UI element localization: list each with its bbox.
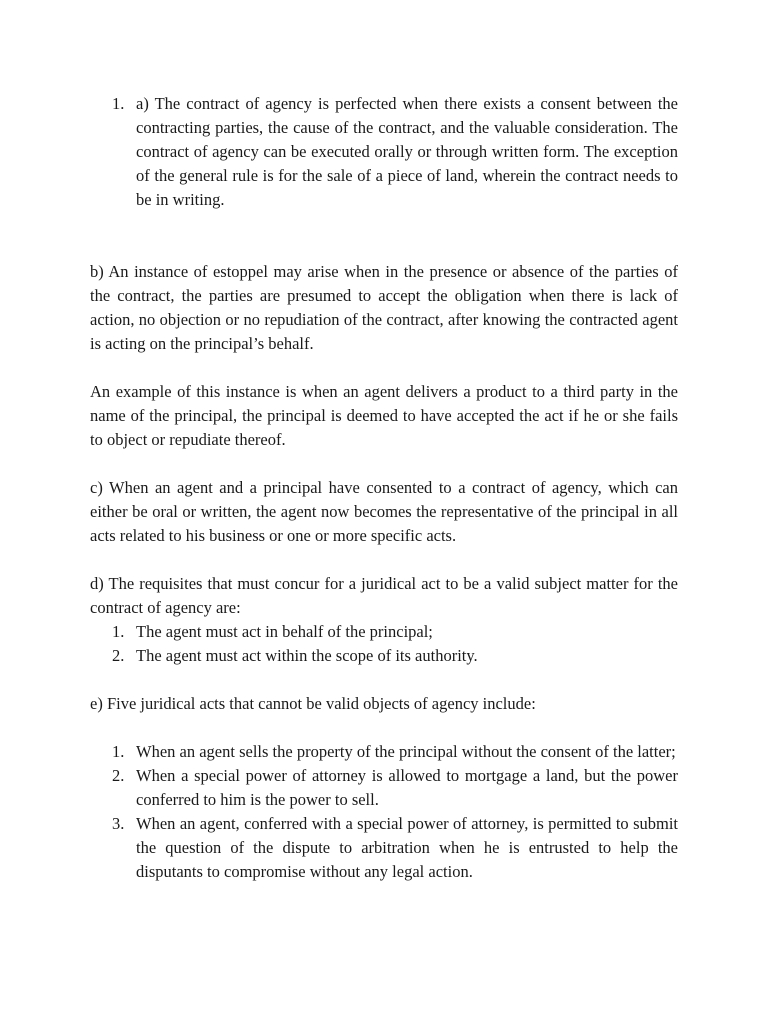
list-number: 1. xyxy=(112,94,125,113)
list-number: 2. xyxy=(112,646,125,665)
section-a-text: a) The contract of agency is perfected when there exists a consent between the contracting parties, the cause of the contract, and the valuable consideration. The contract of agency can be executed orally or through written form. The exception of the general rule is for the sale of a piece of land, wherein the contract needs to be in writing. xyxy=(136,94,678,209)
list-item xyxy=(90,620,678,644)
list-item xyxy=(90,764,678,812)
list-item xyxy=(90,812,678,884)
section-d-text: d) The requisites that must concur for a juridical act to be a valid subject matter for the contract of agency are: xyxy=(90,574,678,617)
list-number: 1. xyxy=(112,742,125,761)
section-e-text: e) Five juridical acts that cannot be valid objects of agency include: xyxy=(90,694,536,713)
list-number: 2. xyxy=(112,766,125,785)
list-number: 3. xyxy=(112,814,125,833)
list-item-text: When an agent, conferred with a special power of attorney, is permitted to submit the question of the dispute to arbitration when he is entrusted to help the disputants to compromise without any legal action. xyxy=(136,814,678,881)
list-item-text: The agent must act within the scope of its authority. xyxy=(136,646,478,665)
list-item-text: When an agent sells the property of the principal without the consent of the latter; xyxy=(136,742,676,761)
section-c-text: c) When an agent and a principal have consented to a contract of agency, which can either be oral or written, the agent now becomes the representative of the principal in all acts related to his business or one or more specific acts. xyxy=(90,478,678,545)
list-item xyxy=(90,644,678,668)
list-item-text: When a special power of attorney is allowed to mortgage a land, but the power conferred to him is the power to sell. xyxy=(136,766,678,809)
list-number: 1. xyxy=(112,622,125,641)
section-a xyxy=(90,92,678,212)
list-item-text: The agent must act in behalf of the principal; xyxy=(136,622,433,641)
section-b-text: b) An instance of estoppel may arise when in the presence or absence of the parties of the contract, the parties are presumed to accept the obligation when there is lack of action, no objection or no repudiation of the contract, after knowing the contracted agent is acting on the principal’s behalf. xyxy=(90,262,678,353)
list-item xyxy=(90,740,678,764)
section-b-example: An example of this instance is when an agent delivers a product to a third party in the name of the principal, the principal is deemed to have accepted the act if he or she fails to object or repudiate thereof. xyxy=(90,382,678,449)
document-page xyxy=(90,92,678,884)
